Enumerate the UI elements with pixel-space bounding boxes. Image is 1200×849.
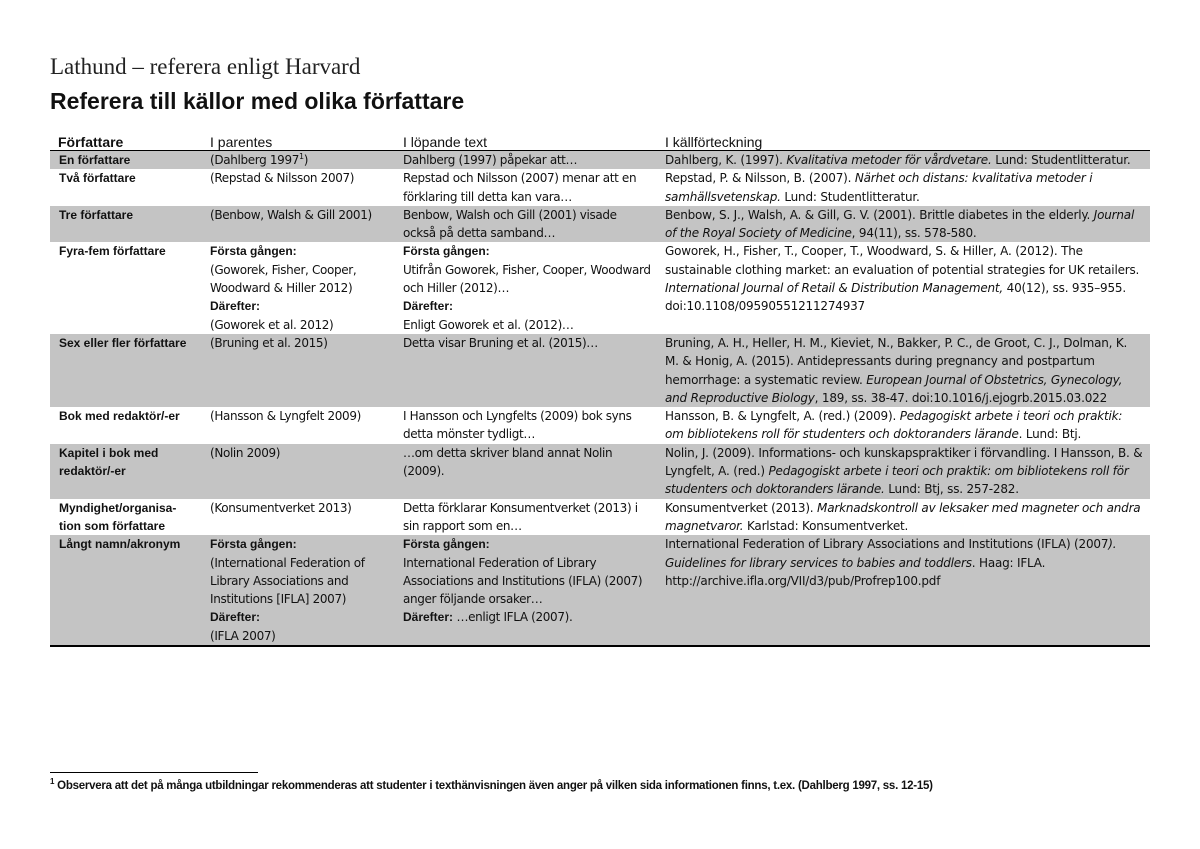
cell-running-text: Repstad och Nilsson (2007) menar att en förklaring till detta kan vara… xyxy=(403,171,637,204)
cell-parenthesis: (Bruning et al. 2015) xyxy=(203,334,396,407)
cell-parenthesis: (Nolin 2009) xyxy=(203,444,396,499)
table-row xyxy=(50,535,1150,646)
document-page xyxy=(50,52,1150,647)
cell-parenthesis: (Konsumentverket 2013) xyxy=(210,500,352,515)
row-label: Bok med redaktör/-er xyxy=(59,409,180,424)
column-header-parenthesis: I parentes xyxy=(203,129,396,151)
row-label: Kapitel i bok med redaktör/-er xyxy=(50,444,203,499)
cell-running-text: Detta förklarar Konsumentverket (2013) i sin rapport som en… xyxy=(403,500,638,533)
table-row xyxy=(50,242,1150,333)
cell-parenthesis: (Benbow, Walsh & Gill 2001) xyxy=(203,206,396,243)
table-row xyxy=(50,444,1150,499)
cell-reference: Dahlberg, K. (1997). Kvalitativa metoder för vårdvetare. Lund: Studentlitteratur. xyxy=(658,151,1150,170)
cell-reference: Hansson, B. & Lyngfelt, A. (red.) (2009). Pedagogiskt arbete i teori och praktik: om bibliotekens roll för studenters och doktoranders lärande. Lund: Btj. xyxy=(665,409,1123,442)
footnote-divider xyxy=(50,772,258,773)
cell-reference: Bruning, A. H., Heller, H. M., Kieviet, N., Bakker, P. C., de Groot, C. J., Dolman, K. M. & Honig, A. (2015). Antidepressants during pregnancy and postpartum hemorrhage: a systematic review. European Journal of Obstetrics, Gynecology, and Reproductive Biology, 189, ss. 38-47. doi:10.1016/j.ejogrb.2015.03.022 xyxy=(658,334,1150,407)
cell-parenthesis: Första gången: (Goworek, Fisher, Cooper, Woodward & Hiller 2012) Därefter: (Goworek et al. 2012) xyxy=(210,244,357,332)
document-title: Referera till källor med olika författare xyxy=(50,88,465,114)
cell-running-text: Första gången: International Federation of Library Associations and Institutions (IFLA) (2007) anger följande orsaker… Därefter: …enligt IFLA (2007). xyxy=(396,535,658,646)
cell-running-text: I Hansson och Lyngfelts (2009) bok syns detta mönster tydligt… xyxy=(403,409,632,442)
footnote-number: 1 xyxy=(50,777,55,787)
cell-reference: Konsumentverket (2013). Marknadskontroll av leksaker med magneter och andra magnetvaror. Karlstad: Konsumentverket. xyxy=(665,500,1141,533)
footnote-text: Observera att det på många utbildningar rekommenderas att studenter i texthänvisningen även anger på vilken sida informationen finns, t.ex. (Dahlberg 1997, ss. 12-15) xyxy=(54,780,933,792)
cell-parenthesis: (Dahlberg 1997$^1$) xyxy=(203,151,396,170)
table-row xyxy=(50,407,1150,444)
table-row xyxy=(50,169,1150,206)
column-header-author: Författare xyxy=(50,129,203,151)
column-header-reference-list: I källförteckning xyxy=(658,129,1150,151)
row-label: Tre författare xyxy=(50,206,203,243)
cell-parenthesis: Första gången: (International Federation of Library Associations and Institutions [IFLA] 2007) Därefter: (IFLA 2007) xyxy=(203,535,396,646)
row-label: Myndighet/organisa-tion som författare xyxy=(59,500,177,533)
cell-parenthesis: (Hansson & Lyngfelt 2009) xyxy=(210,409,361,424)
table-header-row xyxy=(50,129,1150,151)
cell-running-text: Första gången: Utifrån Goworek, Fisher, Cooper, Woodward och Hiller (2012)… Därefter: Enligt Goworek et al. (2012)… xyxy=(403,244,651,332)
cell-running-text: Dahlberg (1997) påpekar att… xyxy=(396,151,658,170)
table-row xyxy=(50,499,1150,536)
cell-running-text: …om detta skriver bland annat Nolin (2009). xyxy=(396,444,658,499)
table-row xyxy=(50,334,1150,407)
cell-parenthesis: (Repstad & Nilsson 2007) xyxy=(210,171,355,186)
table-row xyxy=(50,151,1150,170)
row-label: En författare xyxy=(50,151,203,170)
column-header-running-text: I löpande text xyxy=(396,129,658,151)
document-supertitle: Lathund – referera enligt Harvard xyxy=(50,54,361,79)
row-label: Sex eller fler författare xyxy=(50,334,203,407)
cell-reference: Benbow, S. J., Walsh, A. & Gill, G. V. (2001). Brittle diabetes in the elderly. Journal of the Royal Society of Medicine, 94(11), ss. 578-580. xyxy=(658,206,1150,243)
row-label: Två författare xyxy=(59,171,136,186)
table-row xyxy=(50,206,1150,243)
row-label: Fyra-fem författare xyxy=(59,244,166,259)
cell-reference: Goworek, H., Fisher, T., Cooper, T., Woodward, S. & Hiller, A. (2012). The sustainable clothing market: an evaluation of potential strategies for UK retailers. International Journal of Retail & Distribution Management, 40(12), ss. 935–955. doi:10.1108/09590551211274937 xyxy=(665,244,1140,314)
cell-running-text: Detta visar Bruning et al. (2015)… xyxy=(396,334,658,407)
cell-running-text: Benbow, Walsh och Gill (2001) visade också på detta samband… xyxy=(396,206,658,243)
reference-table xyxy=(50,129,1150,647)
cell-reference: Repstad, P. & Nilsson, B. (2007). Närhet och distans: kvalitativa metoder i samhällsvetenskap. Lund: Studentlitteratur. xyxy=(665,171,1093,204)
footnote-marker: 1 xyxy=(299,152,304,161)
cell-reference: Nolin, J. (2009). Informations- och kunskapspraktiker i förvandling. I Hansson, B. & Lyngfelt, A. (red.) Pedagogiskt arbete i teori och praktik: om bibliotekens roll för studenters och doktoranders lärande. Lund: Btj, ss. 257-282. xyxy=(658,444,1150,499)
row-label: Långt namn/akronym xyxy=(50,535,203,646)
cell-reference: International Federation of Library Associations and Institutions (IFLA) (2007). Guidelines for library services to babies and toddlers. Haag: IFLA. http://archive.ifla.org/VII/d3/pub/Profrep100.pdf xyxy=(658,535,1150,646)
footnote xyxy=(50,777,933,792)
